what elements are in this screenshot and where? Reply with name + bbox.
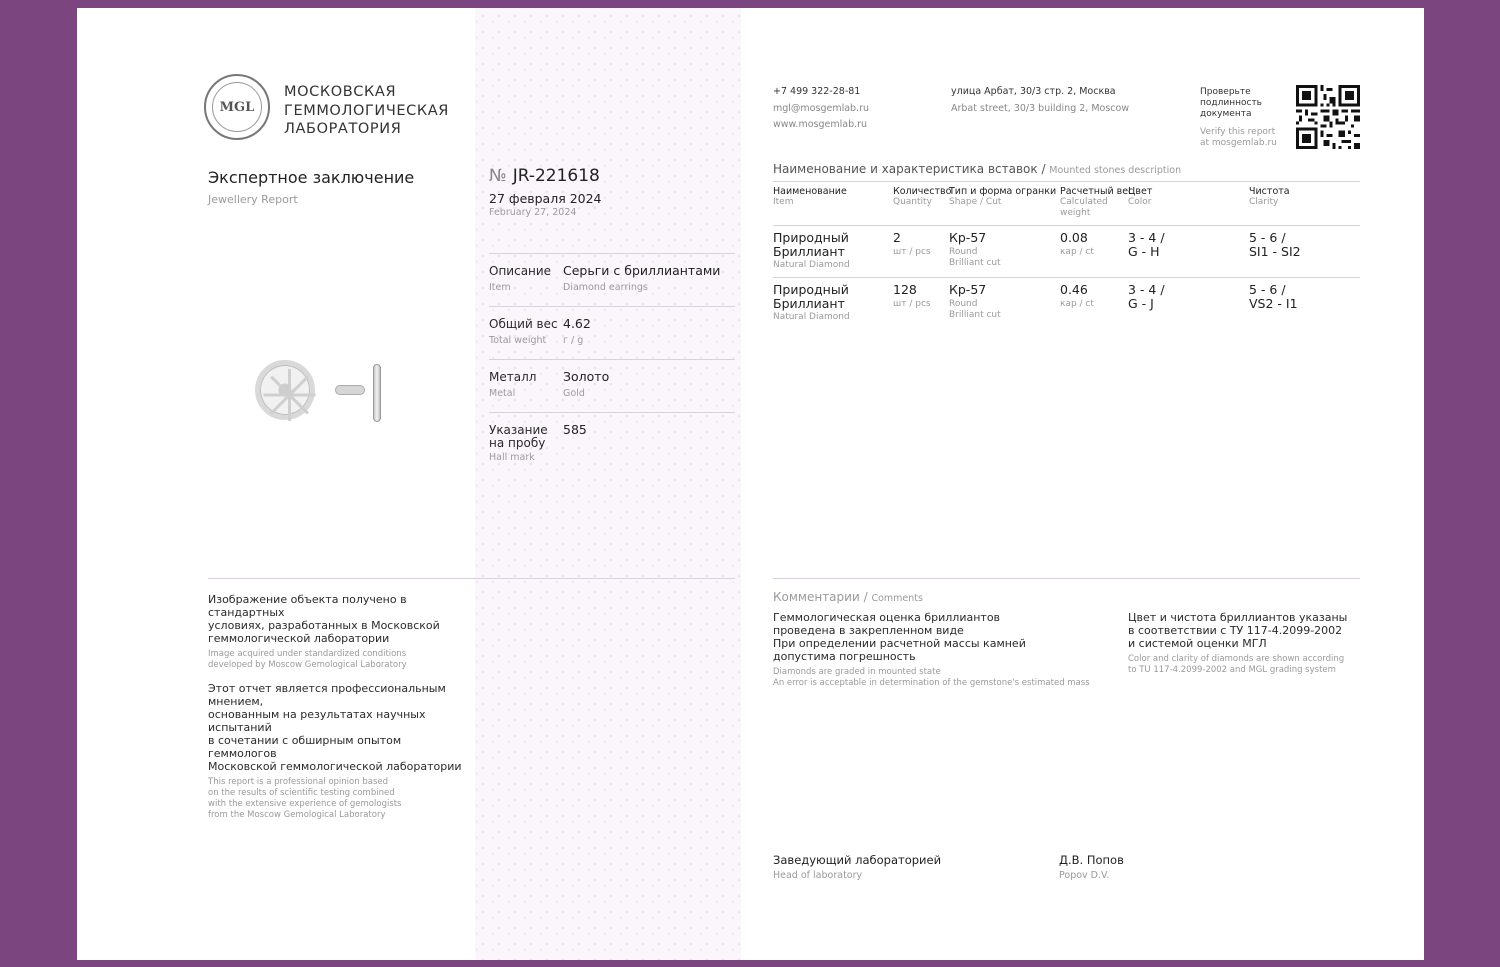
divider — [489, 253, 735, 254]
field-weight-value: 4.62 г / g — [563, 316, 591, 346]
report-title: Экспертное заключение — [208, 168, 415, 187]
divider — [773, 578, 1360, 579]
comment-right: Цвет и чистота бриллиантов указаны в соответствии с ТУ 117-4.2099-2002 и системой оценки МГЛ Color and clarity of diamonds are shown according to TU 117-4.2099-2002 and MGL grading system — [1128, 611, 1348, 675]
contact-block — [773, 84, 869, 134]
org-name-line: ЛАБОРАТОРИЯ — [284, 121, 402, 137]
field-metal-label: Металл Metal — [489, 370, 537, 399]
divider — [773, 181, 1360, 182]
report-date-en: February 27, 2024 — [489, 207, 577, 218]
earring-post — [335, 385, 365, 395]
comment-left: Геммологическая оценка бриллиантов проведена в закрепленном виде При определении расчетной массы камней допустима погрешность Diamonds are graded in mounted state An error is acceptable in determination of the gemstone's estimated mass — [773, 611, 1090, 688]
table-row-1-clarity: 5 - 6 / SI1 - SI2 — [1249, 230, 1301, 259]
address-en: Arbat street, 30/3 building 2, Moscow — [951, 102, 1130, 114]
opinion-note: Этот отчет является профессиональным мнением, основанным на результатах научных испытаний в сочетании с обширным опытом геммологов Московской геммологической лаборатории This report is a professional opinion based on the results of scientific testing combined with the extensive experience of gemologists from the Moscow Gemological Laboratory — [208, 682, 462, 820]
field-description-value: Серьги с бриллиантами Diamond earrings — [563, 263, 721, 293]
verify-ru: Проверьте подлинность документа — [1200, 87, 1262, 119]
report-date: 27 февраля 2024 — [489, 191, 602, 206]
number-sign: № — [489, 166, 507, 186]
field-hallmark-label: Указание на пробу Hall mark — [489, 423, 548, 463]
table-row-1-weight: 0.08 кар / ct — [1060, 230, 1094, 257]
table-row-1-cut: Кр-57 Round Brilliant cut — [949, 230, 1001, 268]
report-title-en: Jewellery Report — [208, 193, 298, 206]
table-row-2-qty: 128 шт / pcs — [893, 282, 931, 309]
col-header-weight: Расчетный вес Calculated weight — [1060, 186, 1134, 218]
address-block — [951, 84, 1129, 117]
qr-code-icon[interactable] — [1296, 85, 1360, 149]
col-header-color: Цвет Color — [1128, 186, 1153, 207]
table-row-1-item: Природный Бриллиант Natural Diamond — [773, 230, 850, 270]
field-metal-value: Золото Gold — [563, 369, 610, 399]
phone: +7 499 322-28-81 — [773, 86, 861, 97]
org-name — [284, 83, 449, 139]
divider — [773, 277, 1360, 278]
mgl-seal-logo — [204, 74, 270, 140]
seal-monogram: MGL — [212, 82, 262, 132]
col-header-item: Наименование Item — [773, 186, 847, 207]
website: www.mosgemlab.ru — [773, 119, 868, 130]
table-row-2-item: Природный Бриллиант Natural Diamond — [773, 282, 850, 322]
earring-front — [255, 360, 315, 420]
table-row-2-clarity: 5 - 6 / VS2 - I1 — [1249, 282, 1298, 311]
report-number-value: JR-221618 — [512, 166, 600, 186]
divider — [208, 578, 735, 579]
field-description-label: Описание Item — [489, 264, 552, 293]
field-weight-label: Общий вес Total weight — [489, 317, 558, 346]
table-row-2-color: 3 - 4 / G - J — [1128, 282, 1165, 311]
earring-side — [373, 364, 381, 422]
address-ru: улица Арбат, 30/3 стр. 2, Москва — [951, 86, 1116, 97]
verify-en: Verify this report at mosgemlab.ru — [1200, 127, 1277, 148]
report-sheet — [77, 8, 1424, 960]
table-row-1-qty: 2 шт / pcs — [893, 230, 931, 257]
divider — [773, 225, 1360, 226]
table-row-2-weight: 0.46 кар / ct — [1060, 282, 1094, 309]
org-name-line: МОСКОВСКАЯ — [284, 84, 397, 100]
image-note: Изображение объекта получено в стандартных условиях, разработанных в Московской геммологической лаборатории Image acquired under standardized conditions developed by Moscow Gemological Laboratory — [208, 593, 440, 670]
security-pattern-strip — [475, 8, 741, 960]
divider — [489, 412, 735, 413]
signature-name: Д.В. Попов Popov D.V. — [1059, 853, 1124, 881]
col-header-cut: Тип и форма огранки Shape / Cut — [949, 186, 1057, 207]
report-number — [489, 166, 600, 186]
divider — [489, 359, 735, 360]
org-name-line: ГЕММОЛОГИЧЕСКАЯ — [284, 102, 449, 119]
comments-title: Комментарии / Comments — [773, 590, 923, 604]
stones-table-title: Наименование и характеристика вставок / Mounted stones description — [773, 162, 1182, 176]
col-header-clarity: Чистота Clarity — [1249, 186, 1290, 207]
table-row-2-cut: Кр-57 Round Brilliant cut — [949, 282, 1001, 320]
col-header-quantity: Количество Quantity — [893, 186, 952, 207]
signature-role: Заведующий лабораторией Head of laboratory — [773, 853, 942, 881]
table-row-1-color: 3 - 4 / G - H — [1128, 230, 1165, 259]
email: mgl@mosgemlab.ru — [773, 102, 870, 114]
field-hallmark-value: 585 — [563, 422, 587, 437]
divider — [489, 306, 735, 307]
